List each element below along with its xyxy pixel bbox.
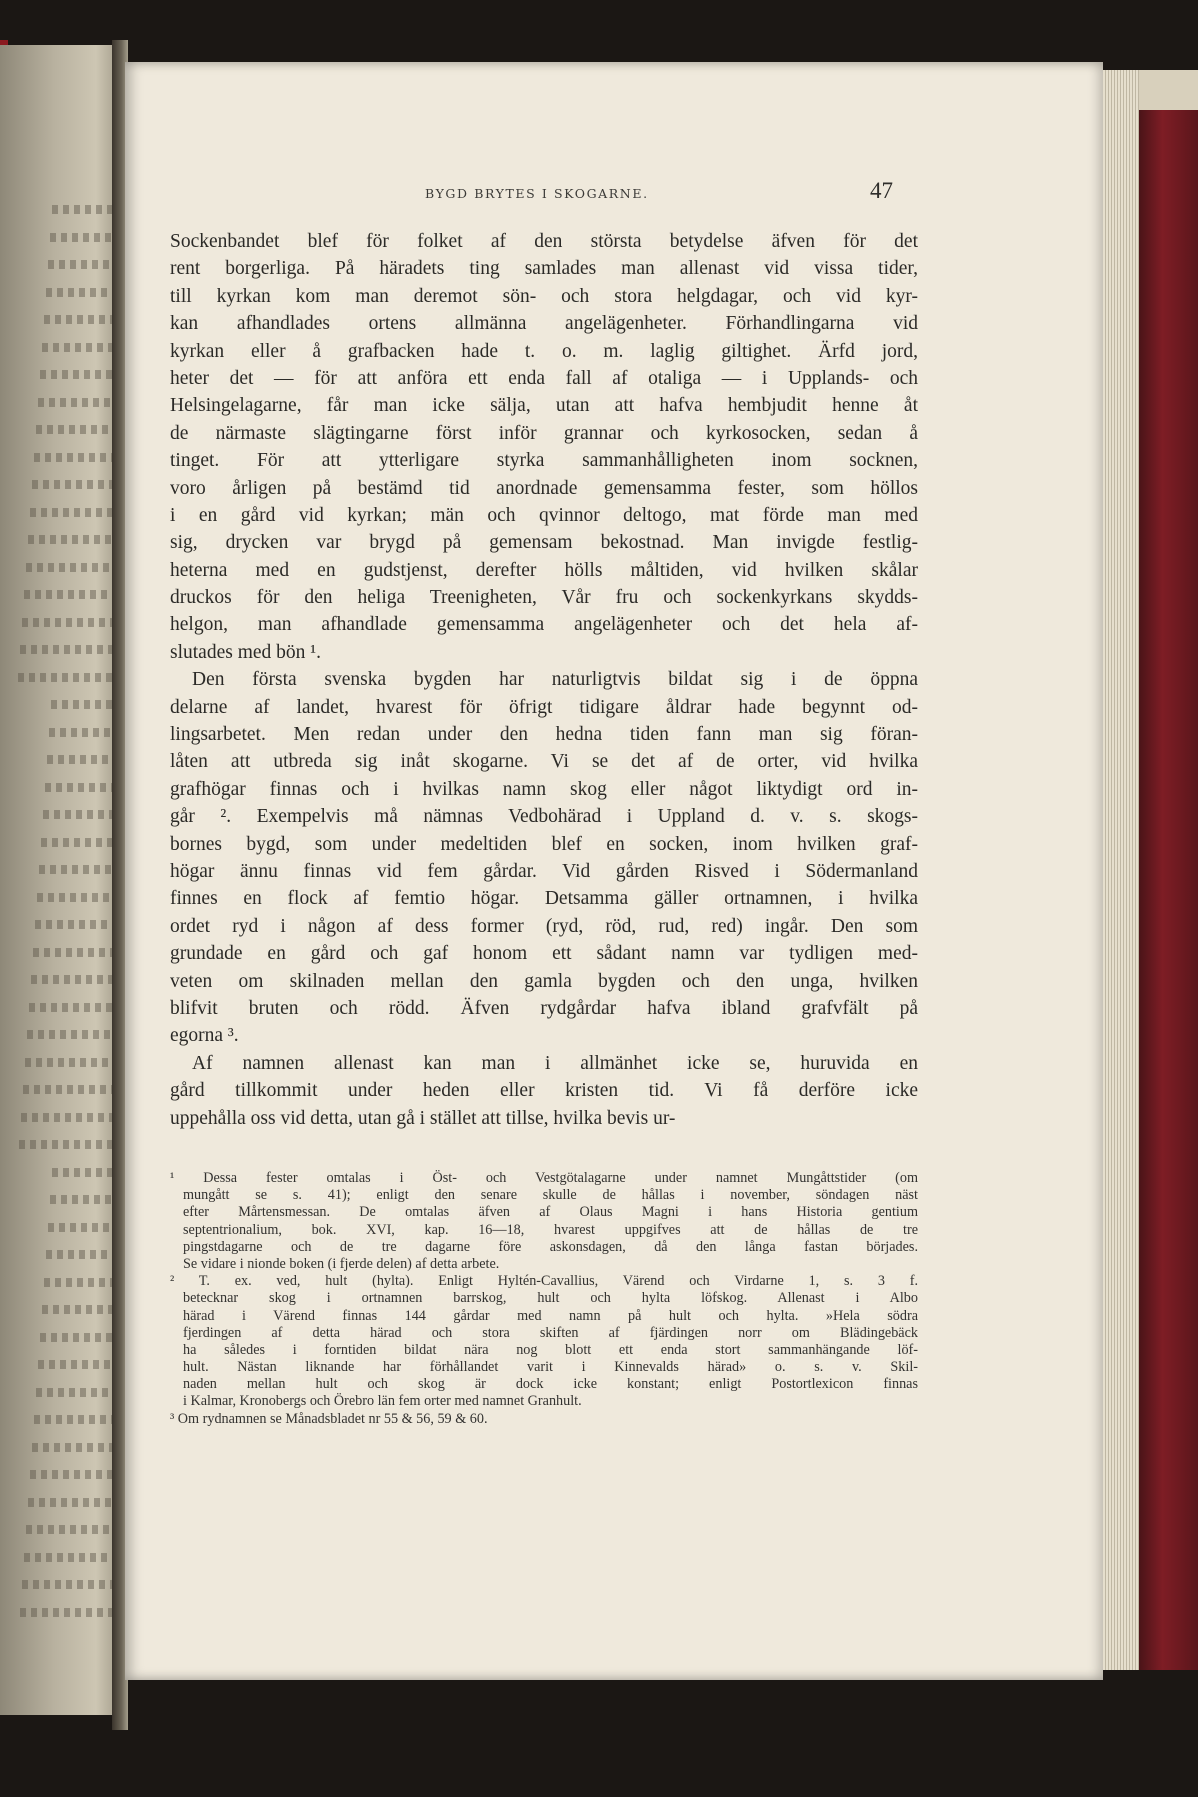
facing-page-text-shadow bbox=[44, 1278, 112, 1287]
body-line: låten att utbreda sig inåt skogarne. Vi se det af de orter, vid hvilka bbox=[170, 751, 918, 773]
facing-page-text-shadow bbox=[36, 1388, 112, 1397]
facing-page-text-shadow bbox=[40, 1333, 112, 1342]
facing-page-text-shadow bbox=[33, 948, 112, 957]
facing-page bbox=[0, 45, 120, 1715]
facing-page-text-shadow bbox=[51, 700, 112, 709]
facing-page-text-shadow bbox=[39, 865, 112, 874]
footnote-line: mungått se s. 41); enligt den senare skulle de hållas i november, söndagen näst bbox=[183, 1187, 918, 1204]
facing-page-text-shadow bbox=[43, 810, 112, 819]
facing-page-text-shadow bbox=[48, 1223, 112, 1232]
body-line: de närmaste slägtingarne först inför grannar och kyrkosocken, sedan å bbox=[170, 422, 918, 444]
footnote-line: ² T. ex. ved, hult (hylta). Enligt Hyltén-Cavallius, Värend och Virdarne 1, s. 3 f. bbox=[170, 1273, 918, 1290]
footnote-line: härad i Värend finnas 144 gårdar med namn på hult och hylta. »Hela södra bbox=[183, 1307, 918, 1324]
body-line: helgon, man afhandlade gemensamma angelägenheter och det hela af- bbox=[170, 614, 918, 636]
facing-page-text-shadow bbox=[23, 1085, 112, 1094]
facing-page-text-shadow bbox=[28, 535, 112, 544]
facing-page-text-shadow bbox=[37, 893, 112, 902]
facing-page-text-shadow bbox=[28, 1498, 112, 1507]
footnote-line: ha således i forntiden bildat nära nog blott ett enda stort sammanhängande löf- bbox=[183, 1341, 918, 1358]
body-line: kan afhandlades ortens allmänna angelägenheter. Förhandlingarna vid bbox=[170, 313, 918, 335]
facing-page-text-shadow bbox=[38, 398, 112, 407]
facing-page-text-shadow bbox=[42, 343, 112, 352]
facing-page-text-shadow bbox=[27, 1030, 112, 1039]
body-line: lingsarbetet. Men redan under den hedna tiden fann man sig föran- bbox=[170, 724, 918, 746]
body-line: grundade en gård och gaf honom ett sådant namn var tydligen med- bbox=[170, 943, 918, 965]
footnote-line: pingstdagarne och de tre dagarne före askonsdagen, då den långa fastan börjades. bbox=[183, 1238, 918, 1255]
cover-corner bbox=[1139, 70, 1198, 110]
facing-page-text-shadow bbox=[41, 838, 112, 847]
footnote-line: ¹ Dessa fester omtalas i Öst- och Vestgötalagarne under namnet Mungåttstider (om bbox=[170, 1170, 918, 1186]
body-line: i en gård vid kyrkan; män och qvinnor deltogo, mat förde man med bbox=[170, 504, 918, 526]
facing-page-text-shadow bbox=[40, 370, 112, 379]
facing-page-text-shadow bbox=[30, 1470, 112, 1479]
body-line: rent borgerliga. På häradets ting samlades man allenast vid vissa tider, bbox=[170, 258, 918, 280]
facing-page-text-shadow bbox=[50, 1195, 112, 1204]
body-line: finnes en flock af femtio högar. Detsamma gäller ortnamnen, i hvilka bbox=[170, 888, 918, 910]
facing-page-text-shadow bbox=[38, 1360, 112, 1369]
facing-page-text-shadow bbox=[46, 288, 112, 297]
facing-page-text-shadow bbox=[42, 1305, 112, 1314]
facing-page-text-shadow bbox=[19, 1140, 112, 1149]
body-line: uppehålla oss vid detta, utan gå i stället att tillse, hvilka bevis ur- bbox=[170, 1107, 676, 1129]
running-head: BYGD BRYTES I SKOGARNE. bbox=[425, 186, 649, 201]
facing-page-text-shadow bbox=[22, 1580, 112, 1589]
facing-page-text-shadow bbox=[36, 425, 112, 434]
body-line: delarne af landet, hvarest för öfrigt tidigare åldrar hade begynnt od- bbox=[170, 696, 918, 718]
book-cover bbox=[1139, 70, 1198, 1670]
footnotes bbox=[170, 1170, 918, 1428]
body-line: sig, drycken var brygd på gemensam bekostnad. Man invigde festlig- bbox=[170, 532, 918, 554]
facing-page-text-shadow bbox=[32, 480, 112, 489]
footnote-line: ³ Om rydnamnen se Månadsbladet nr 55 & 56, 59 & 60. bbox=[170, 1410, 488, 1427]
body-line: Helsingelagarne, får man icke sälja, utan att hafva hembjudit henne åt bbox=[170, 395, 918, 417]
page-edges bbox=[1103, 70, 1139, 1670]
body-line: voro årligen på bestämd tid anordnade gemensamma fester, som höllos bbox=[170, 477, 918, 499]
footnote-line: efter Mårtensmessan. De omtalas äfven af Olaus Magni i hans Historia gentium bbox=[183, 1204, 918, 1221]
body-line: Den första svenska bygden har naturligtvis bildat sig i de öppna bbox=[192, 669, 918, 691]
facing-page-text-shadow bbox=[20, 1608, 112, 1617]
body-line: Sockenbandet blef för folket af den största betydelse äfven för det bbox=[170, 231, 918, 252]
facing-page-text-shadow bbox=[49, 728, 112, 737]
body-text bbox=[170, 228, 918, 1132]
facing-page-text-shadow bbox=[24, 590, 112, 599]
body-line: egorna ³. bbox=[170, 1025, 239, 1047]
facing-page-text-shadow bbox=[22, 618, 112, 627]
facing-page-text-shadow bbox=[47, 755, 112, 764]
footnote-line: hult. Nästan liknande har förhållandet varit i Kinnevalds härad» o. s. v. Skil- bbox=[183, 1359, 918, 1376]
footnote-line: fjerdingen af detta härad och stora skiften af fjärdingen norr om Blädingebäck bbox=[183, 1324, 918, 1341]
body-line: veten om skilnaden mellan den gamla bygden och den unga, hvilken bbox=[170, 970, 918, 992]
body-line: druckos för den heliga Treenigheten, Vår fru och sockenkyrkans skydds- bbox=[170, 587, 918, 609]
facing-page-text-shadow bbox=[44, 315, 112, 324]
body-line: heterna med en gudstjenst, derefter hölls måltiden, vid hvilken skålar bbox=[170, 559, 918, 581]
body-line: Af namnen allenast kan man i allmänhet icke se, huruvida en bbox=[192, 1052, 918, 1074]
facing-page-text-shadow bbox=[30, 508, 112, 517]
facing-page-text-shadow bbox=[52, 205, 112, 214]
facing-page-text-shadow bbox=[52, 1168, 112, 1177]
footnote-line: i Kalmar, Kronobergs och Örebro län fem orter med namnet Granhult. bbox=[183, 1393, 582, 1410]
body-line: blifvit bruten och rödd. Äfven rydgårdar hafva ibland grafvfält på bbox=[170, 997, 918, 1019]
body-line: går ². Exempelvis må nämnas Vedbohärad i Uppland d. v. s. skogs- bbox=[170, 806, 918, 828]
facing-page-text-shadow bbox=[26, 563, 112, 572]
facing-page-text-shadow bbox=[20, 645, 112, 654]
facing-page-text-shadow bbox=[21, 1113, 112, 1122]
facing-page-text-shadow bbox=[34, 453, 112, 462]
body-line: bornes bygd, som under medeltiden blef en socken, inom hvilken graf- bbox=[170, 833, 918, 855]
facing-page-text-shadow bbox=[50, 233, 112, 242]
facing-page-text-shadow bbox=[29, 1003, 112, 1012]
body-line: kyrkan eller å grafbacken hade t. o. m. laglig giltighet. Ärfd jord, bbox=[170, 340, 918, 362]
facing-page-text-shadow bbox=[35, 920, 112, 929]
body-line: gård tillkommit under heden eller kristen tid. Vi få derföre icke bbox=[170, 1080, 918, 1102]
facing-page-text-shadow bbox=[46, 1250, 112, 1259]
facing-page-text-shadow bbox=[26, 1525, 112, 1534]
page-header bbox=[125, 178, 1103, 218]
facing-page-text-shadow bbox=[32, 1443, 112, 1452]
footnote-line: Se vidare i nionde boken (i fjerde delen) af detta arbete. bbox=[183, 1255, 500, 1272]
facing-page-text-shadow bbox=[31, 975, 112, 984]
body-line: heter det — för att anföra ett enda fall af otaliga — i Upplands- och bbox=[170, 367, 918, 389]
page-number: 47 bbox=[870, 178, 893, 203]
book-page bbox=[125, 62, 1103, 1680]
footnote-line: naden mellan hult och skog är dock icke konstant; enligt Postortlexicon finnas bbox=[183, 1376, 918, 1393]
body-line: grafhögar finnas och i hvilkas namn skog eller något liktydigt ord in- bbox=[170, 778, 918, 800]
body-line: ordet ryd i någon af dess former (ryd, röd, rud, red) ingår. Den som bbox=[170, 915, 918, 937]
footnote-line: betecknar skog i ortnamnen barrskog, hult och hylta löfskog. Allenast i Albo bbox=[183, 1290, 918, 1307]
facing-page-text-shadow bbox=[48, 260, 112, 269]
footnote-line: septentrionalium, bok. XVI, kap. 16—18, hvarest uppgifves att de hållas de tre bbox=[183, 1221, 918, 1238]
body-line: högar ännu finnas vid fem gårdar. Vid gården Risved i Södermanland bbox=[170, 860, 918, 882]
body-line: till kyrkan kom man deremot sön- och stora helgdagar, och vid kyr- bbox=[170, 285, 918, 307]
facing-page-text-shadow bbox=[34, 1415, 112, 1424]
facing-page-text-shadow bbox=[24, 1553, 112, 1562]
facing-page-text-shadow bbox=[45, 783, 112, 792]
body-line: slutades med bön ¹. bbox=[170, 641, 321, 663]
facing-page-text-shadow bbox=[18, 673, 112, 682]
body-line: tinget. För att ytterligare styrka sammanhålligheten inom socknen, bbox=[170, 450, 918, 472]
facing-page-text-shadow bbox=[25, 1058, 112, 1067]
